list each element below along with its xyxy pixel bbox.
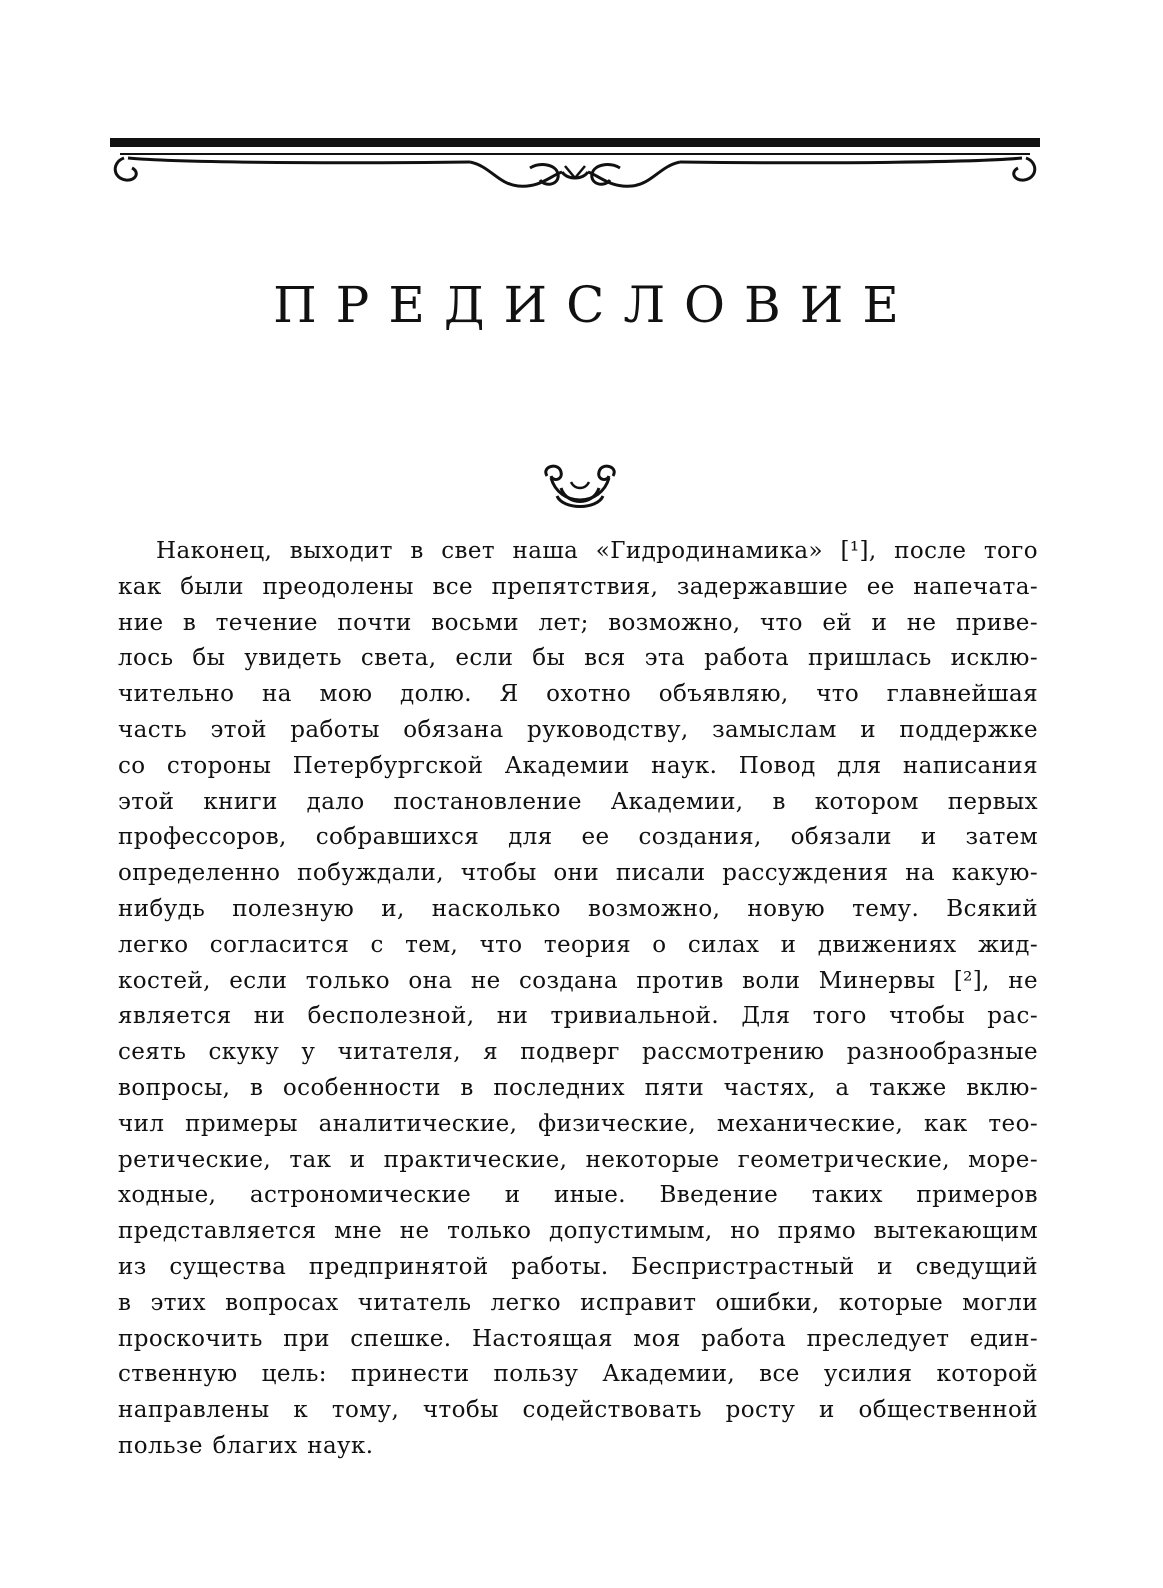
text-line: из существа предпринятой работы. Беспристрастный и сведущий: [118, 1253, 1038, 1280]
text-line: со стороны Петербургской Академии наук. Повод для написания: [118, 752, 1038, 779]
text-line: направлены к тому, чтобы содействовать росту и общественной: [118, 1397, 1038, 1424]
text-line: сеять скуку у читателя, я подверг рассмотрению разнообразные: [118, 1039, 1038, 1066]
text-line: профессоров, собравшихся для ее создания, обязали и затем: [118, 824, 1038, 851]
text-line: лось бы увидеть света, если бы вся эта работа пришлась исклю-: [118, 645, 1038, 672]
text-line: этой книги дало постановление Академии, в котором первых: [118, 788, 1038, 815]
text-line: часть этой работы обязана руководству, замыслам и поддержке: [118, 716, 1038, 743]
text-line: Наконец, выходит в свет наша «Гидродинамика» [¹], после того: [156, 538, 1038, 564]
text-line: чил примеры аналитические, физические, механические, как тео-: [118, 1110, 1038, 1137]
page-title: ПРЕДИСЛОВИЕ: [273, 276, 918, 334]
text-line: ходные, астрономические и иные. Введение таких примеров: [118, 1182, 1038, 1209]
text-line: ственную цель: принести пользу Академии, все усилия которой: [118, 1361, 1038, 1388]
text-line: проскочить при спешке. Настоящая моя работа преследует един-: [118, 1325, 1038, 1352]
fleuron-ornament: [537, 462, 623, 514]
text-line: представляется мне не только допустимым, но прямо вытекающим: [118, 1218, 1038, 1245]
text-line: определенно побуждали, чтобы они писали рассуждения на какую-: [118, 860, 1038, 887]
text-line: костей, если только она не создана против воли Минервы [²], не: [118, 967, 1038, 994]
text-line: легко согласится с тем, что теория о силах и движениях жид-: [118, 931, 1038, 958]
text-line: как были преодолены все препятствия, задержавшие ее напечата-: [118, 573, 1038, 600]
text-line: нибудь полезную и, насколько возможно, новую тему. Всякий: [118, 895, 1038, 922]
text-line: является ни бесполезной, ни тривиальной. Для того чтобы рас-: [118, 1003, 1038, 1030]
text-line: ние в течение почти восьми лет; возможно, что ей и не приве-: [118, 609, 1038, 636]
preface-paragraph: [118, 534, 1038, 1465]
text-line: пользе благих наук.: [118, 1432, 374, 1459]
text-line: ретические, так и практические, некоторые геометрические, море-: [118, 1146, 1038, 1173]
text-line: вопросы, в особенности в последних пяти частях, а также вклю-: [118, 1074, 1038, 1101]
text-line: в этих вопросах читатель легко исправит ошибки, которые могли: [118, 1289, 1038, 1316]
text-line: чительно на мою долю. Я охотно объявляю, что главнейшая: [118, 681, 1038, 708]
header-scroll-ornament: [110, 132, 1040, 202]
